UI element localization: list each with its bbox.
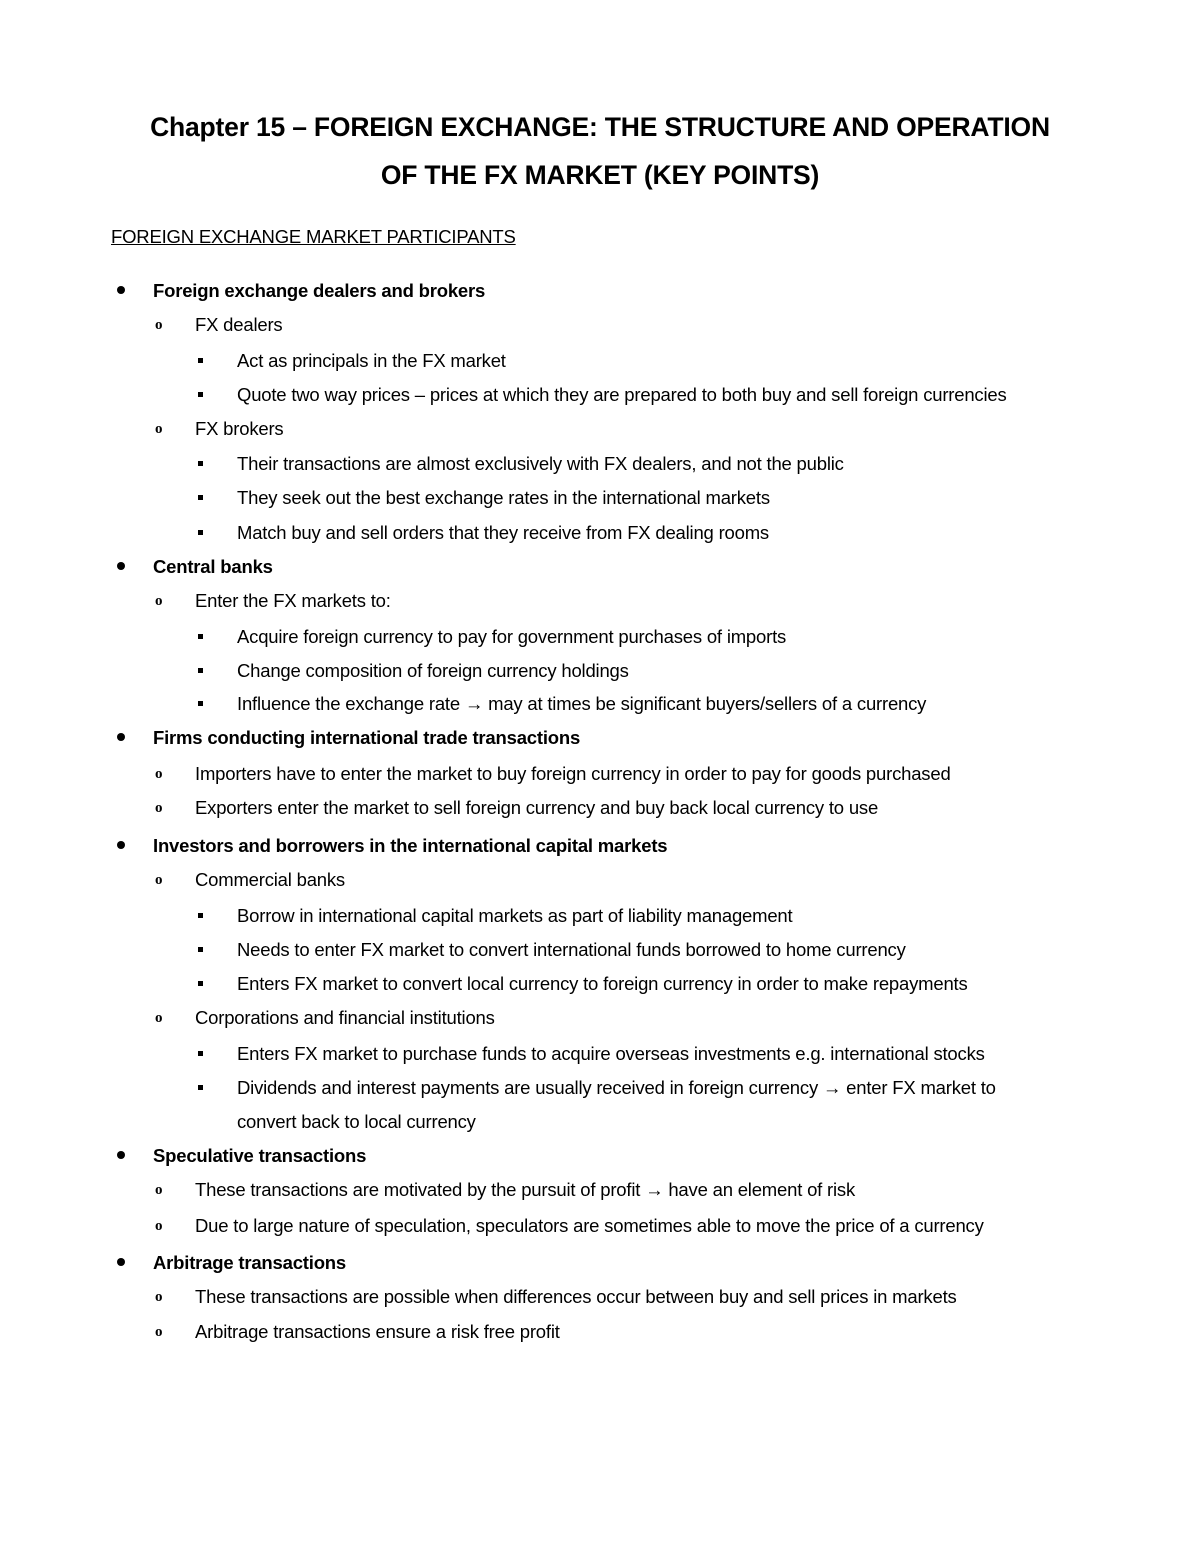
bullet-square-icon [198,530,203,535]
page-title-line-2: OF THE FX MARKET (KEY POINTS) [380,160,820,190]
sub-bullet-item: These transactions are possible when differences occur between buy and sell prices in markets [195,1286,957,1307]
sub-bullet-item: Exporters enter the market to sell foreign currency and buy back local currency to use [195,797,879,818]
sub-sub-bullet-item: Act as principals in the FX market [237,350,506,371]
sub-bullet-item: Corporations and financial institutions [195,1007,495,1028]
bullet-heading: Arbitrage transactions [153,1252,346,1273]
page-title-line-1: Chapter 15 – FOREIGN EXCHANGE: THE STRUCTURE AND OPERATION [150,112,1050,142]
bullet-heading: Speculative transactions [153,1145,367,1166]
bullet-square-icon [198,358,203,363]
bullet-square-icon [198,392,203,397]
bullet-circle-icon: o [155,421,163,437]
bullet-square-icon [198,947,203,952]
bullet-circle-icon: o [155,1289,163,1305]
bullet-square-icon [198,461,203,466]
bullet-circle-icon: o [155,317,163,333]
sub-sub-bullet-item: Quote two way prices – prices at which they are prepared to both buy and sell foreign currencies [237,384,1007,405]
bullet-square-icon [198,634,203,639]
sub-bullet-item: FX brokers [195,418,284,439]
sub-sub-bullet-item: Change composition of foreign currency holdings [237,660,629,681]
bullet-heading: Foreign exchange dealers and brokers [153,280,486,301]
bullet-dot-icon [117,841,125,849]
sub-sub-bullet-item: They seek out the best exchange rates in the international markets [237,487,770,508]
bullet-square-icon [198,1085,203,1090]
bullet-circle-icon: o [155,593,163,609]
section-heading: FOREIGN EXCHANGE MARKET PARTICIPANTS [111,226,516,247]
sub-bullet-item: These transactions are motivated by the pursuit of profit → have an element of risk [195,1179,856,1200]
bullet-circle-icon: o [155,1218,163,1234]
sub-bullet-item: Commercial banks [195,869,345,890]
bullet-dot-icon [117,733,125,741]
bullet-circle-icon: o [155,1182,163,1198]
bullet-dot-icon [117,1151,125,1159]
sub-sub-bullet-item: Their transactions are almost exclusively with FX dealers, and not the public [237,453,844,474]
bullet-square-icon [198,668,203,673]
bullet-square-icon [198,1051,203,1056]
bullet-square-icon [198,913,203,918]
sub-bullet-item: Importers have to enter the market to buy foreign currency in order to pay for goods purchased [195,763,951,784]
bullet-heading: Central banks [153,556,273,577]
sub-bullet-item: Due to large nature of speculation, speculators are sometimes able to move the price of a currency [195,1215,984,1236]
bullet-dot-icon [117,1258,125,1266]
sub-sub-bullet-item: Acquire foreign currency to pay for government purchases of imports [237,626,787,647]
sub-sub-bullet-item: Dividends and interest payments are usually received in foreign currency → enter FX market to [237,1077,996,1098]
bullet-square-icon [198,701,203,706]
bullet-square-icon [198,981,203,986]
bullet-heading: Firms conducting international trade transactions [153,727,581,748]
sub-sub-bullet-item: Enters FX market to purchase funds to acquire overseas investments e.g. international stocks [237,1043,985,1064]
bullet-circle-icon: o [155,766,163,782]
bullet-dot-icon [117,286,125,294]
bullet-dot-icon [117,562,125,570]
sub-bullet-item: FX dealers [195,314,283,335]
sub-sub-bullet-item: Match buy and sell orders that they receive from FX dealing rooms [237,522,769,543]
bullet-circle-icon: o [155,1010,163,1026]
sub-bullet-item: Enter the FX markets to: [195,590,391,611]
sub-sub-bullet-item: Needs to enter FX market to convert international funds borrowed to home currency [237,939,906,960]
bullet-circle-icon: o [155,1324,163,1340]
sub-sub-bullet-item: Enters FX market to convert local currency to foreign currency in order to make repayments [237,973,968,994]
bullet-circle-icon: o [155,800,163,816]
sub-sub-bullet-item: convert back to local currency [237,1111,476,1132]
sub-sub-bullet-item: Borrow in international capital markets as part of liability management [237,905,793,926]
bullet-circle-icon: o [155,872,163,888]
bullet-square-icon [198,495,203,500]
sub-sub-bullet-item: Influence the exchange rate → may at times be significant buyers/sellers of a currency [237,693,927,714]
bullet-heading: Investors and borrowers in the international capital markets [153,835,668,856]
sub-bullet-item: Arbitrage transactions ensure a risk free profit [195,1321,560,1342]
